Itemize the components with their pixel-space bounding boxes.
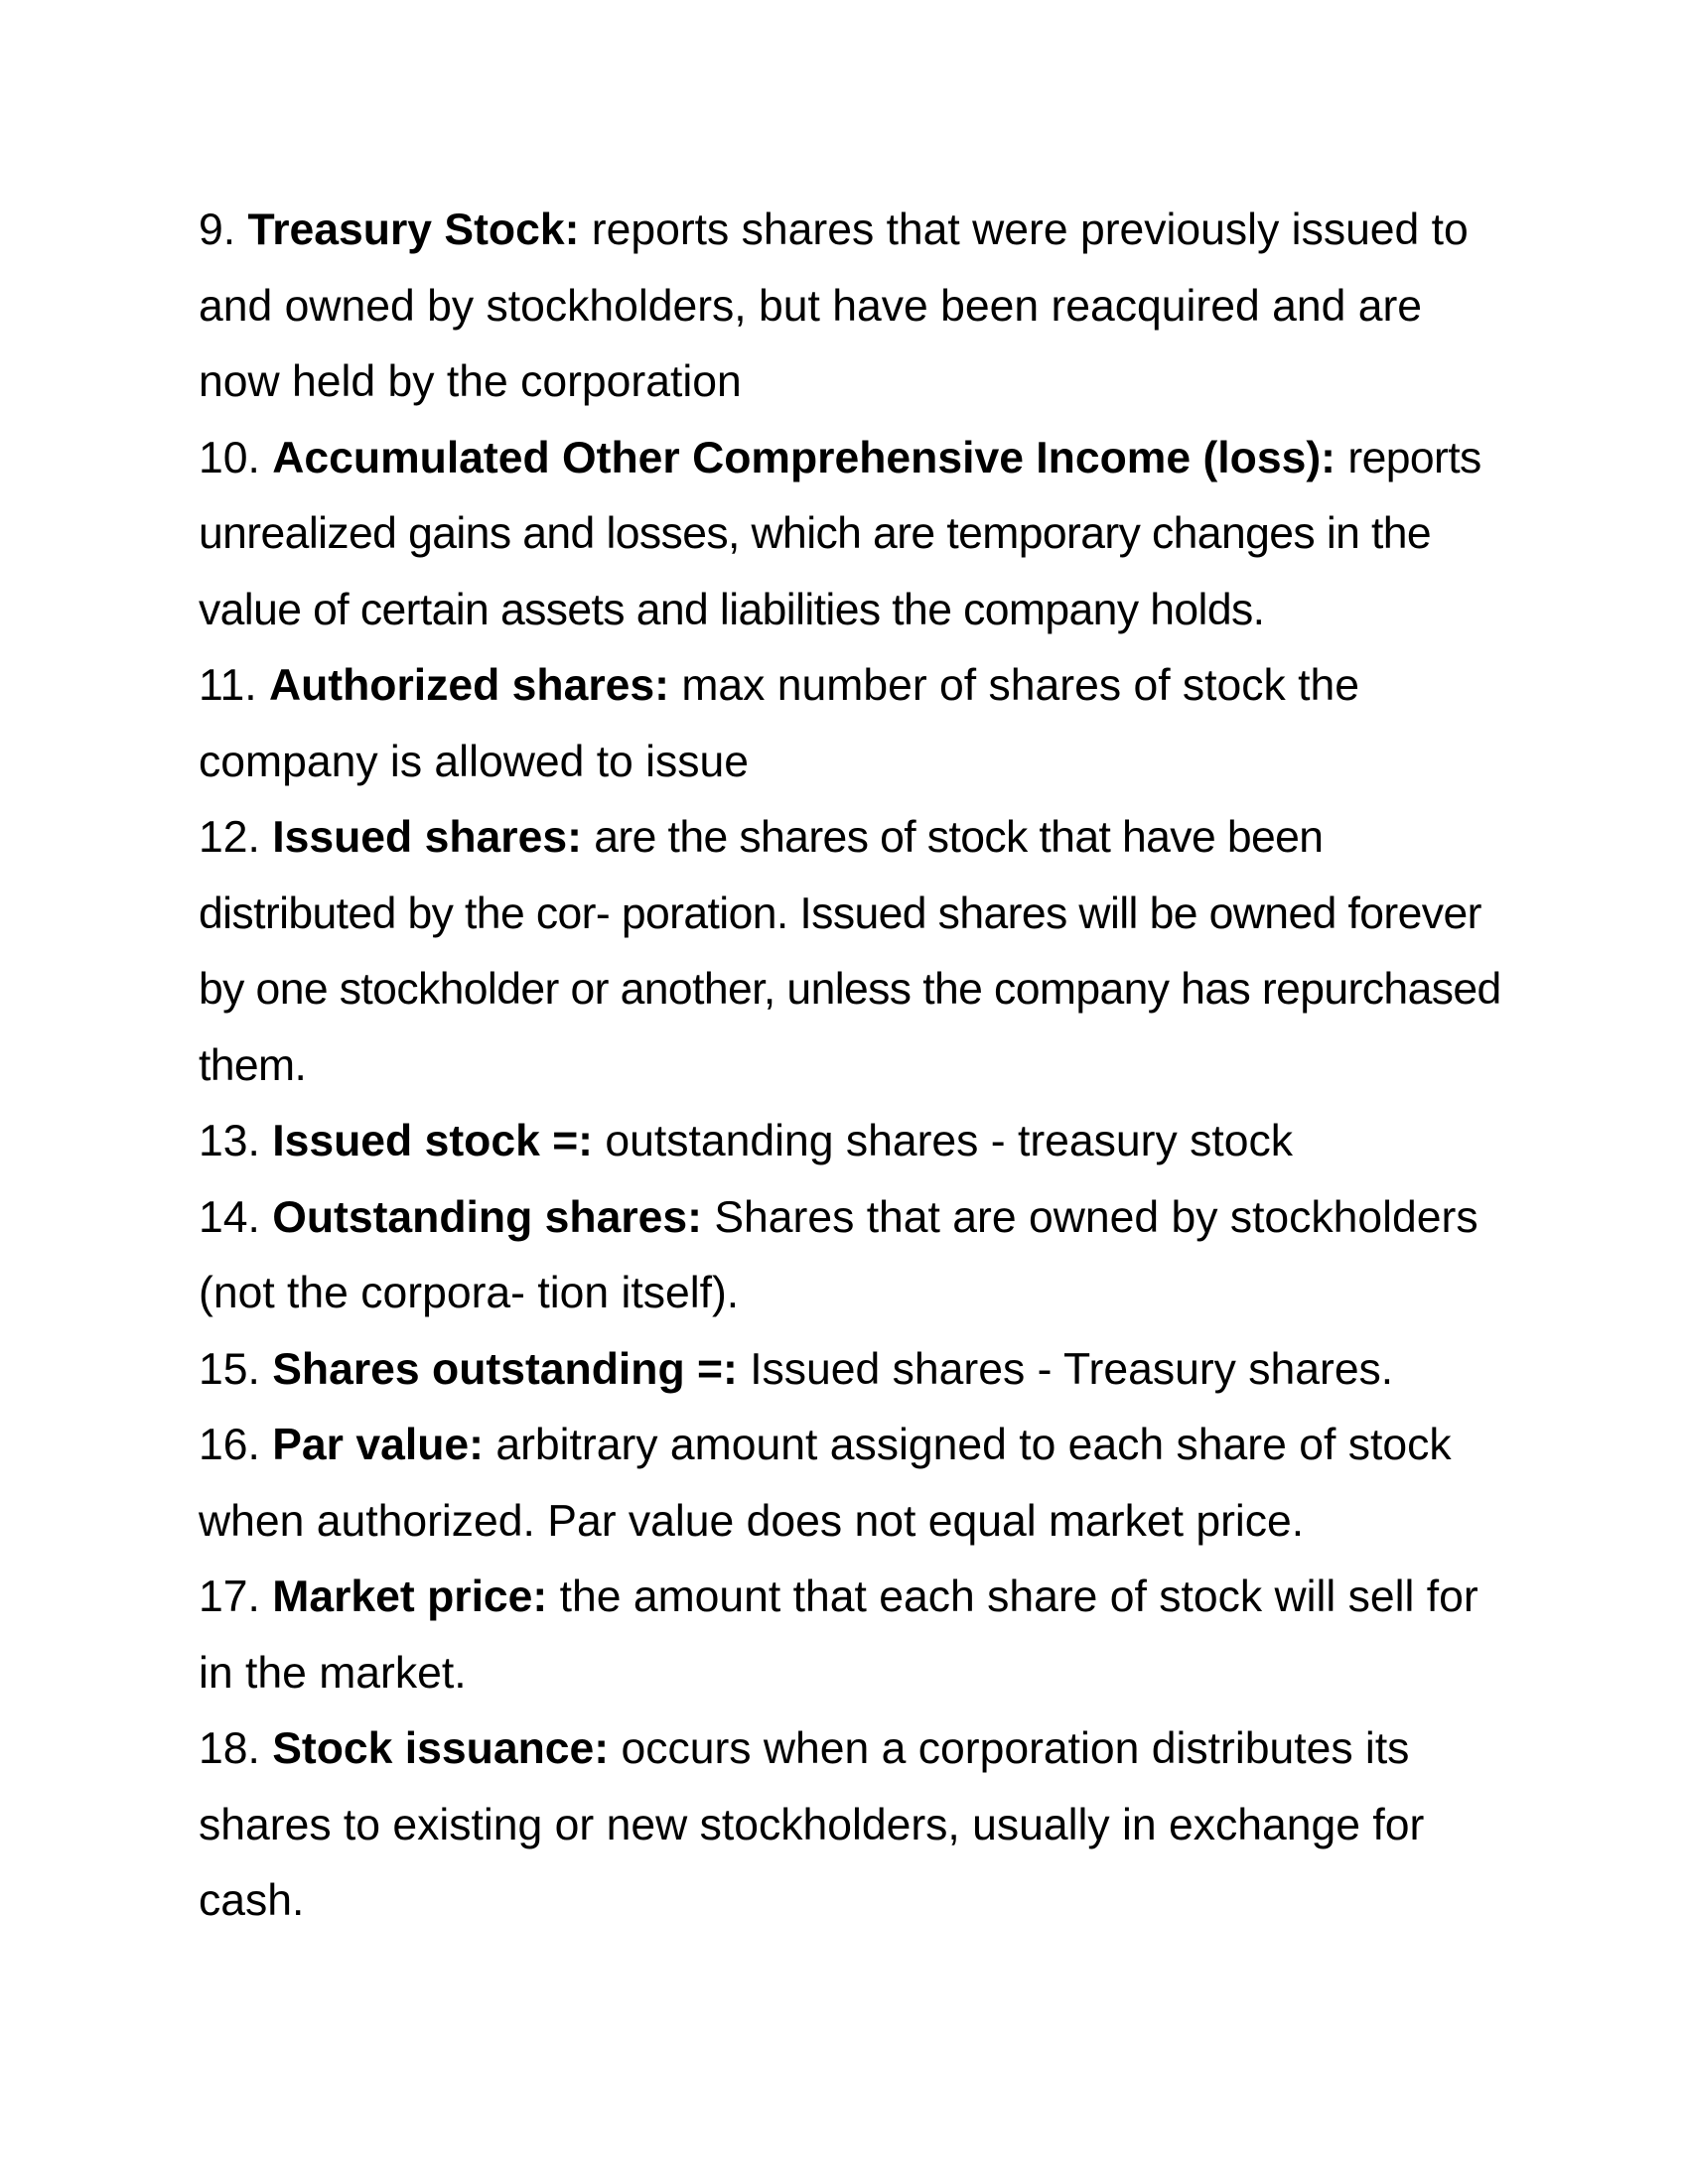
entry-definition: max number of shares of stock the company is allowed to issue [199,661,1360,786]
entry-term: Shares outstanding =: [272,1344,738,1394]
entry-term: Market price: [272,1572,548,1621]
entry-accumulated-oci [199,421,1509,649]
entry-definition: occurs when a corporation distributes its shares to existing or new stockholders, usually in exchange for cash. [199,1724,1425,1925]
entry-term: Outstanding shares: [272,1192,702,1242]
entry-definition: Issued shares - Treasury shares. [750,1344,1394,1394]
entry-shares-outstanding [199,1332,1509,1409]
entry-term: Stock issuance: [272,1724,610,1773]
entry-definition: reports shares that were previously issued to and owned by stockholders, but have been reacquired and are now held by the corporation [199,205,1469,406]
entry-number: 11. [199,661,257,710]
entry-definition: Shares that are owned by stockholders (not the corpora- tion itself). [199,1192,1478,1317]
entry-outstanding-shares [199,1180,1509,1332]
entry-term: Issued stock =: [272,1117,594,1165]
entry-number: 15. [199,1344,260,1394]
entry-definition: the amount that each share of stock will sell for in the market. [199,1572,1478,1698]
document-page [199,193,1509,1940]
entry-number: 17. [199,1572,260,1621]
entry-definition: arbitrary amount assigned to each share of stock when authorized. Par value does not equal market price. [199,1421,1452,1546]
entry-number: 16. [199,1421,260,1469]
entry-number: 14. [199,1192,260,1242]
entry-term: Authorized shares: [268,661,669,710]
entry-definition: are the shares of stock that have been distributed by the cor- poration. Issued shares will be owned forever by one stockholder or another, unless the company has repurchased them. [199,813,1501,1090]
entry-term: Accumulated Other Comprehensive Income (loss): [272,433,1336,482]
entry-treasury-stock [199,193,1509,421]
entry-number: 13. [199,1117,260,1165]
entry-par-value [199,1408,1509,1560]
entry-definition: reports unrealized gains and losses, which are temporary changes in the value of certain assets and liabilities the company holds. [199,433,1481,634]
entry-number: 12. [199,813,260,862]
entry-issued-shares [199,800,1509,1104]
entry-number: 18. [199,1724,260,1773]
entry-term: Treasury Stock: [247,205,580,254]
entry-authorized-shares [199,648,1509,800]
entry-market-price [199,1560,1509,1711]
entry-stock-issuance [199,1711,1509,1940]
entry-number: 9. [199,205,236,254]
entry-number: 10. [199,433,260,482]
entry-issued-stock [199,1104,1509,1180]
entry-definition: outstanding shares - treasury stock [605,1117,1293,1165]
entry-term: Par value: [272,1421,484,1469]
entry-term: Issued shares: [272,813,582,862]
